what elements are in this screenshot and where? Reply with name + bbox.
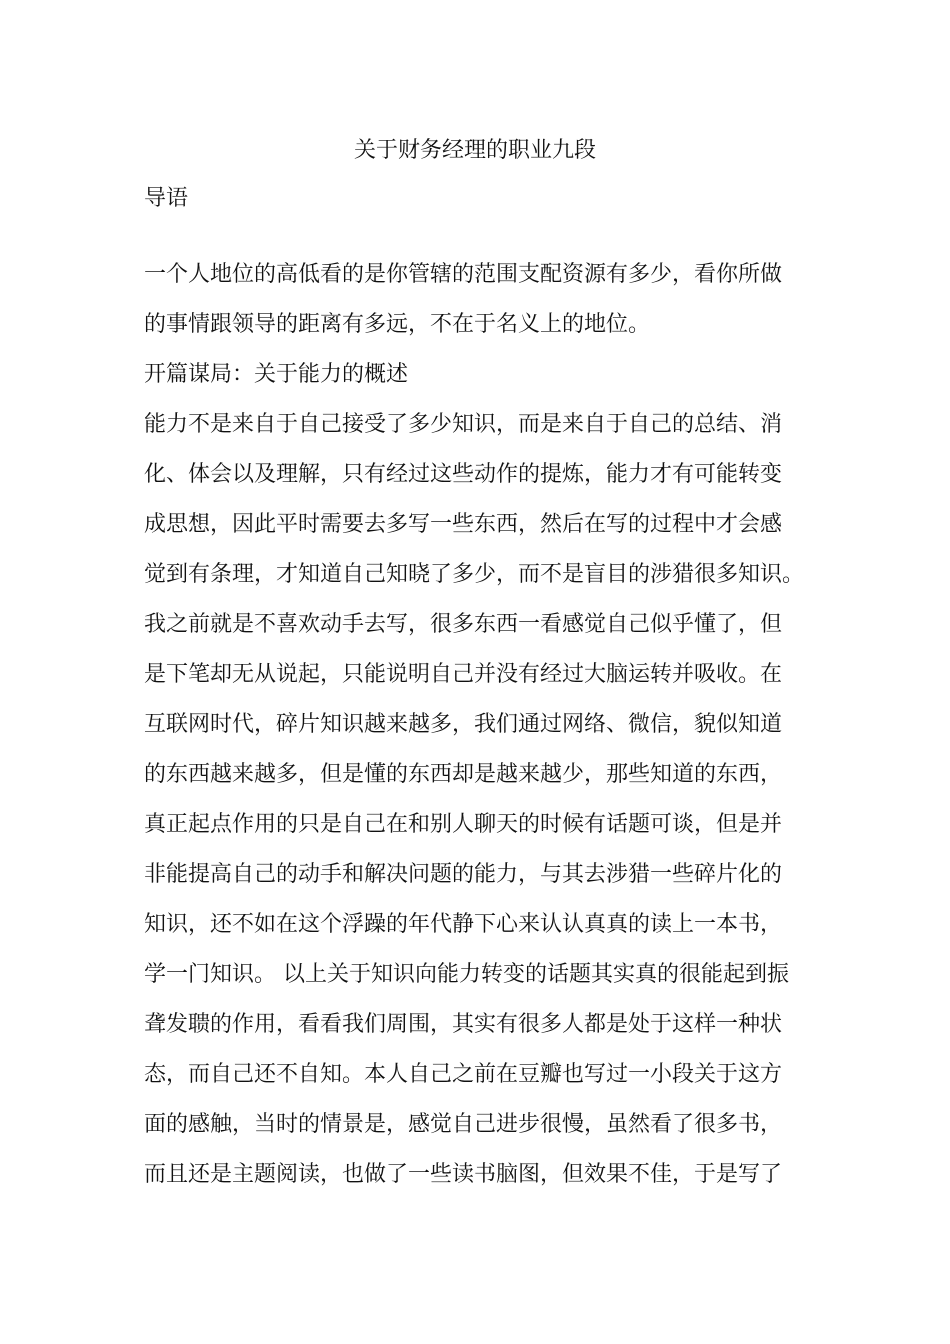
text-line: 我之前就是不喜欢动手去写，很多东西一看感觉自己似乎懂了，但 [144,612,783,637]
text-line: 觉到有条理，才知道自己知晓了多少，而不是盲目的涉猎很多知识。 [144,562,805,587]
text-line: 互联网时代，碎片知识越来越多，我们通过网络、微信，貌似知道 [144,712,783,737]
text-line: 能力不是来自于自己接受了多少知识，而是来自于自己的总结、消 [144,412,783,437]
intro-paragraph [144,260,824,360]
text-line: 真正起点作用的只是自己在和别人聊天的时候有话题可谈，但是并 [144,812,783,837]
intro-heading: 导语 [144,186,189,211]
text-line: 非能提高自己的动手和解决问题的能力，与其去涉猎一些碎片化的 [144,862,783,887]
text-line: 知识，还不如在这个浮躁的年代静下心来认认真真的读上一本书， [144,912,783,937]
text-line: 而且还是主题阅读，也做了一些读书脑图，但效果不佳，于是写了 [144,1162,783,1187]
text-line: 是下笔却无从说起，只能说明自己并没有经过大脑运转并吸收。在 [144,662,783,687]
chapter-heading: 开篇谋局：关于能力的概述 [144,362,409,387]
text-line: 的东西越来越多，但是懂的东西却是越来越少，那些知道的东西， [144,762,783,787]
text-line: 态，而自己还不自知。本人自己之前在豆瓣也写过一小段关于这方 [144,1062,783,1087]
text-line: 面的感触，当时的情景是，感觉自己进步很慢，虽然看了很多书， [144,1112,783,1137]
text-line: 学一门知识。 以上关于知识向能力转变的话题其实真的很能起到振 [144,962,789,987]
text-line: 一个人地位的高低看的是你管辖的范围支配资源有多少，看你所做 [144,262,783,287]
text-line: 的事情跟领导的距离有多远，不在于名义上的地位。 [144,312,651,337]
text-line: 化、体会以及理解，只有经过这些动作的提炼，能力才有可能转变 [144,462,783,487]
document-title: 关于财务经理的职业九段 [353,138,596,163]
text-line: 聋发聩的作用，看看我们周围，其实有很多人都是处于这样一种状 [144,1012,783,1037]
text-line: 成思想，因此平时需要去多写一些东西，然后在写的过程中才会感 [144,512,783,537]
body-paragraph [144,410,824,1210]
